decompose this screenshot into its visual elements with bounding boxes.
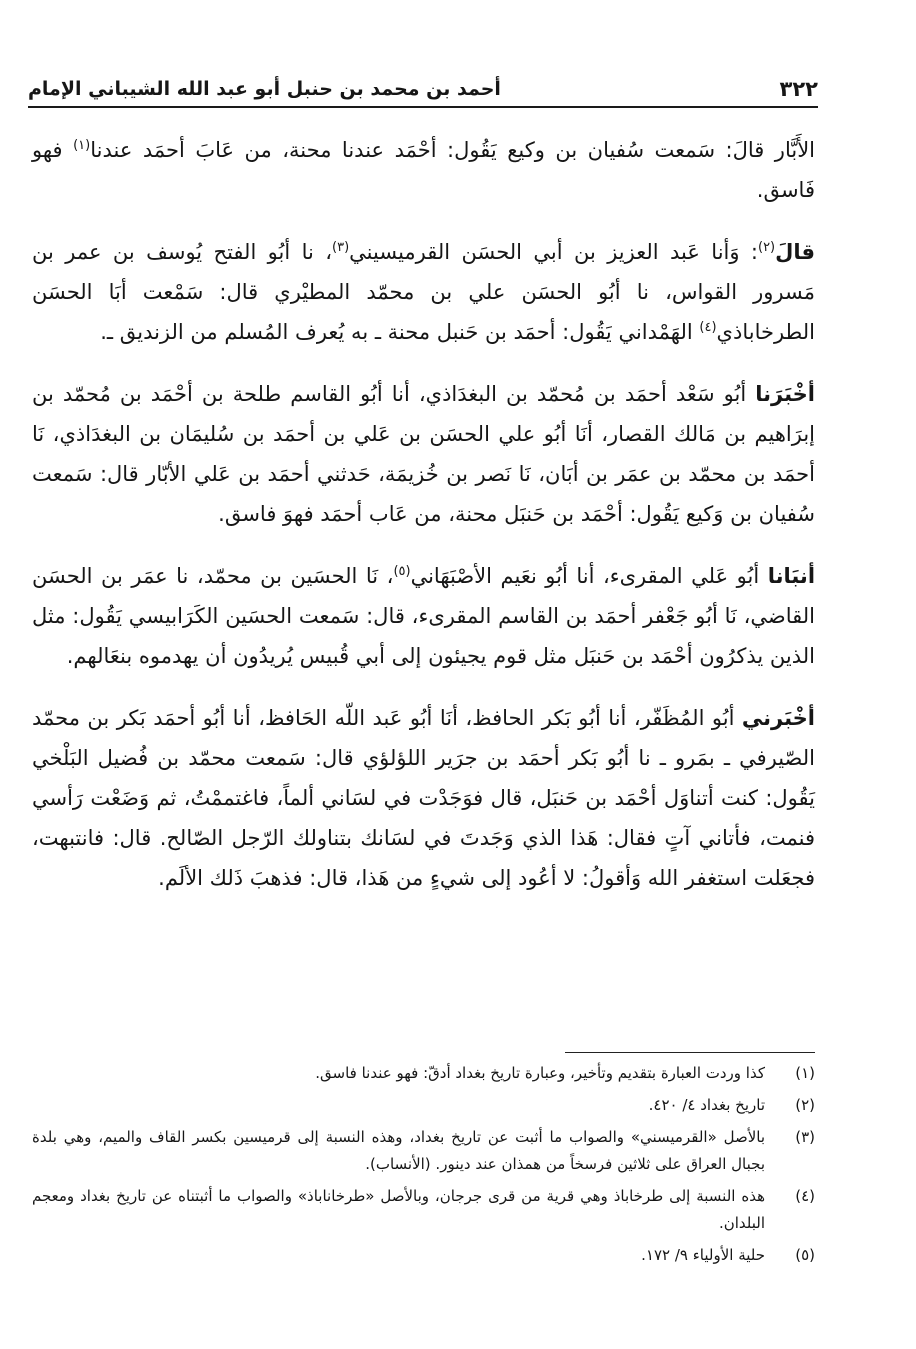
paragraph-4-text-end: ، نَا الحسَين بن محمّد، نا عمَر بن الحسَن القاضي، نَا أبُو جَعْفر أحمَد بن القاسم المقرىء، قال: سَمعت الحسَين الكَرَابيسي يَقُول: مثل الذين يذكرُون أحْمَد بن حَنبَل مثل قوم يجيئون إلى أبي قُبيس يُريدُون أن يهدموه بنعَالهم. <box>32 564 815 668</box>
paragraph-5-text: أبُو المُظَفّر، أنا أبُو بَكر الحافظ، أنَا أبُو عَبد اللّه الحَافظ، أنا أبُو أحمَد بَكر بن محمّد الصّيرفي ـ بمَرو ـ نا أبُو بَكر أحمَد بن جرَير اللؤلؤي قال: سَمعت محمّد بن فُضيل البَلْخي يَقُول: كنت أتناوَل أحْمَد بن حَنبَل، قال فوَجَدْت في لسَاني ألماً، فاغتممْتُ، ثم وَضَعْت رَأسي فنمت، فأتاني آتٍ فقال: هَذا الذي وَجَدتَ في لسَانك بتناولك الرّجل الصّالح. قال: فانتبهت، فجعَلت استغفر الله وَأقولُ: لا أعُود إلى شيءٍ من هَذا، قال: فذهبَ ذَلك الألَم. <box>32 706 815 890</box>
footnote-ref-4: (٤) <box>699 320 717 335</box>
paragraph-3-lead: أخْبَرَنا <box>755 382 815 406</box>
footnote-text: هذه النسبة إلى طرخاباذ وهي قرية من قرى جرجان، وبالأصل «طرخاناباذ» والصواب ما أثبتناه عن تاريخ بغداد ومعجم البلدان. <box>32 1187 765 1232</box>
paragraph-4-text: أبُو عَلي المقرىء، أنا أبُو نعَيم الأصْبَهَاني <box>410 564 768 588</box>
paragraph-1-text-end: فهو فَاسق. <box>32 138 815 202</box>
footnote-ref-5: (٥) <box>393 564 411 579</box>
footnotes <box>32 1060 815 1274</box>
page-header <box>28 68 818 108</box>
footnote-text: حلية الأولياء ٩/ ١٧٢. <box>641 1246 765 1264</box>
paragraph-3-text: أبُو سَعْد أحمَد بن مُحمّد بن البغدَاذي، أنا أبُو القاسم طلحة بن أحْمَد بن مُحمّد بن إبرَاهيم بن مَالك القصار، أنَا أبُو علي الحسَن بن عَلي بن أحمَد بن سُليمَان بن البغدَاذي، نَا أحمَد بن محمّد بن عمَر بن أبَان، نَا نَصر بن خُزيمَة، حَدثني أحمَد بن عَلي الأبّار قال: سَمعت سُفيان بن وَكيع يَقُول: أحْمَد بن حَنبَل محنة، من عَاب أحمَد فهوَ فاسق. <box>32 382 815 526</box>
footnote-number: (٣) <box>795 1128 815 1146</box>
footnote-number: (٤) <box>795 1187 815 1205</box>
page-number: ٣٢٢ <box>779 77 818 101</box>
footnote-4 <box>32 1183 815 1237</box>
paragraph-2-lead: قالَ <box>775 240 815 264</box>
footnote-text: تاريخ بغداد ٤/ ٤٢٠. <box>648 1096 765 1114</box>
footnote-text: بالأصل «القرميسني» والصواب ما أثبت عن تاريخ بغداد، وهذه النسبة إلى قرميسين بكسر القاف والميم، وهي بلدة بجبال العراق على ثلاثين فرسخاً من همذان عند دينور. (الأنساب). <box>32 1128 765 1173</box>
paragraph-2 <box>32 232 815 352</box>
footnote-1 <box>32 1060 815 1087</box>
footnote-ref-3: (٣) <box>332 240 350 255</box>
paragraph-2-text-end: الهَمْداني يَقُول: أحمَد بن حَنبل محنة ـ به يُعرف المُسلم من الزنديق ـ. <box>100 320 700 344</box>
footnote-ref-2: (٢) <box>757 240 776 255</box>
running-title: أحمد بن محمد بن حنبل أبو عبد الله الشيباني الإمام <box>28 78 501 100</box>
footnote-divider <box>565 1052 815 1053</box>
footnote-text: كذا وردت العبارة بتقديم وتأخير، وعبارة تاريخ بغداد أدقّ: فهو عندنا فاسق. <box>315 1064 765 1082</box>
paragraph-5 <box>32 698 815 898</box>
footnote-number: (٢) <box>795 1096 815 1114</box>
paragraph-4 <box>32 556 815 676</box>
footnote-ref-1: (١) <box>73 138 91 153</box>
paragraph-1 <box>32 130 815 210</box>
footnote-5 <box>32 1242 815 1269</box>
paragraph-2-text-mid: ، نا أبُو الفتح يُوسف بن عمر بن مَسرور القواس، نا أبُو الحسَن علي بن محمّد المطيْري قال: سَمْعت أبَا الحسَن الطرخاباذي <box>32 240 815 344</box>
paragraph-1-text: الأَبَّار قالَ: سَمعت سُفيان بن وكيع يَقُول: أحْمَد عندنا محنة، من عَابَ أحمَد عندنا <box>90 138 816 162</box>
paragraph-3 <box>32 374 815 534</box>
footnote-2 <box>32 1092 815 1119</box>
paragraph-2-text: : وَأنا عَبد العزيز بن أبي الحسَن القرميسيني <box>349 240 758 264</box>
paragraph-4-lead: أنبَانا <box>767 564 816 588</box>
main-text <box>32 130 815 920</box>
footnote-number: (٥) <box>795 1246 815 1264</box>
paragraph-5-lead: أخْبَرني <box>741 706 815 730</box>
footnote-3 <box>32 1124 815 1178</box>
footnote-number: (١) <box>795 1064 815 1082</box>
